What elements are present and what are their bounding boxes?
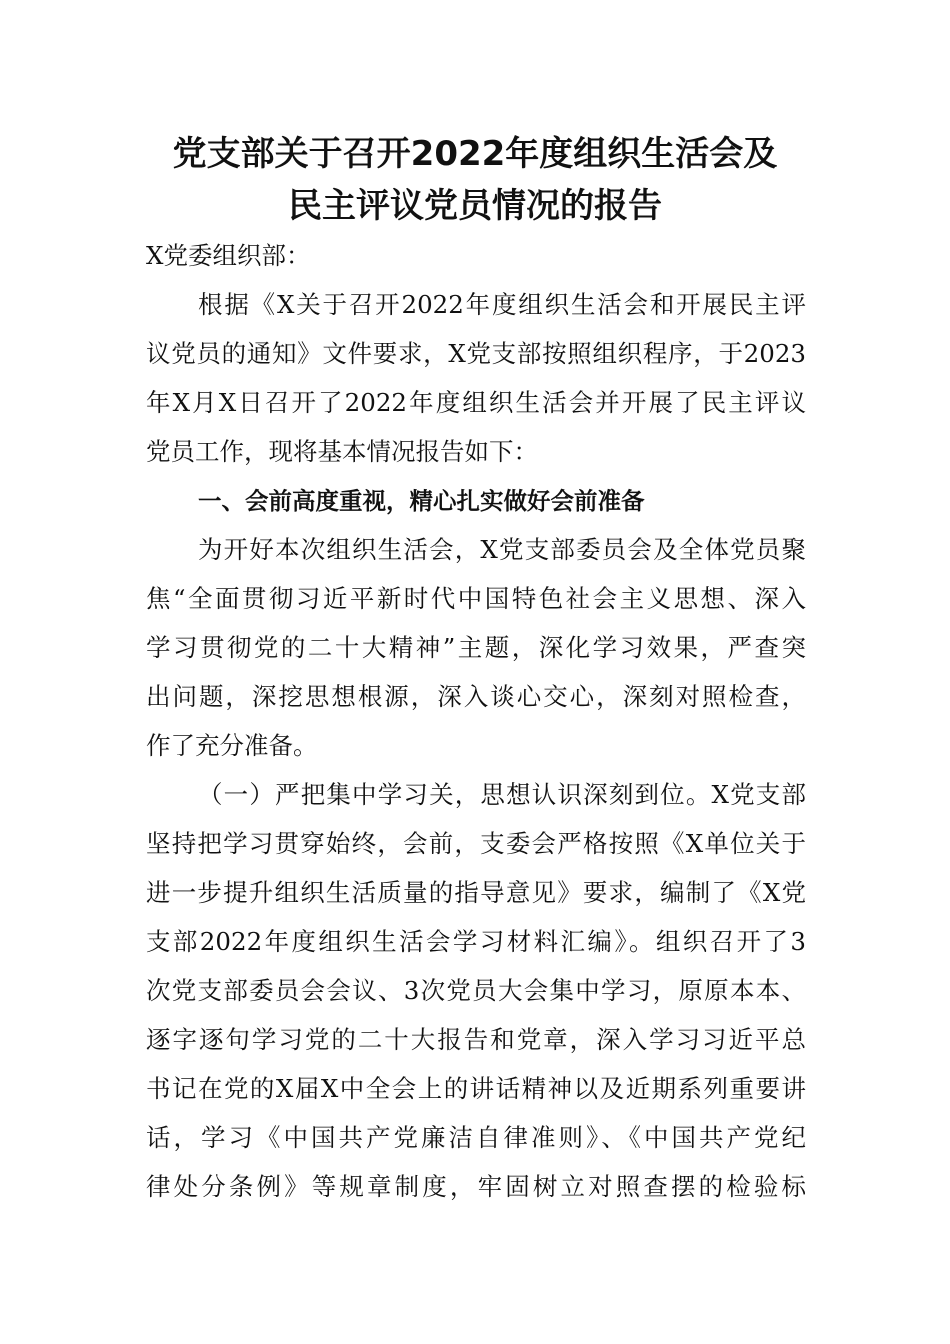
paragraph-line: 出问题，深挖思想根源，深入谈心交心，深刻对照检查， [146,682,806,711]
document-title-line-1: 党支部关于召开2022年度组织生活会及 [172,134,778,174]
paragraph-line: 坚持把学习贯穿始终，会前，支委会严格按照《X单位关于 [146,829,806,858]
paragraph-line: 议党员的通知》文件要求，X党支部按照组织程序，于2023 [146,339,806,368]
salutation: X党委组织部： [146,241,311,270]
paragraph-line: 年X月X日召开了2022年度组织生活会并开展了民主评议 [146,388,806,417]
paragraph-line: 焦“全面贯彻习近平新时代中国特色社会主义思想、深入 [146,584,806,613]
paragraph-line: 书记在党的X届X中全会上的讲话精神以及近期系列重要讲 [146,1074,806,1103]
paragraph-line: 话，学习《中国共产党廉洁自律准则》、《中国共产党纪 [146,1123,806,1152]
paragraph-line: 进一步提升组织生活质量的指导意见》要求，编制了《X党 [146,878,806,907]
paragraph-line: 逐字逐句学习党的二十大报告和党章，深入学习习近平总 [146,1025,806,1054]
paragraph-line: 学习贯彻党的二十大精神”主题，深化学习效果，严查突 [146,633,806,662]
paragraph-line: 次党支部委员会会议、3次党员大会集中学习，原原本本、 [146,976,806,1005]
paragraph-line: 作了充分准备。 [146,731,318,760]
paragraph-line: 为开好本次组织生活会，X党支部委员会及全体党员聚 [198,535,806,564]
document-title-line-2: 民主评议党员情况的报告 [288,186,662,226]
paragraph-line: 律处分条例》等规章制度，牢固树立对照查摆的检验标 [146,1172,806,1201]
paragraph-line: 党员工作，现将基本情况报告如下： [146,437,538,466]
paragraph-line: （一）严把集中学习关，思想认识深刻到位。X党支部 [198,780,806,809]
paragraph-line: 根据《X关于召开2022年度组织生活会和开展民主评 [198,290,806,319]
paragraph-line: 支部2022年度组织生活会学习材料汇编》。组织召开了3 [146,927,806,956]
section-heading: 一、会前高度重视，精心扎实做好会前准备 [198,487,645,515]
